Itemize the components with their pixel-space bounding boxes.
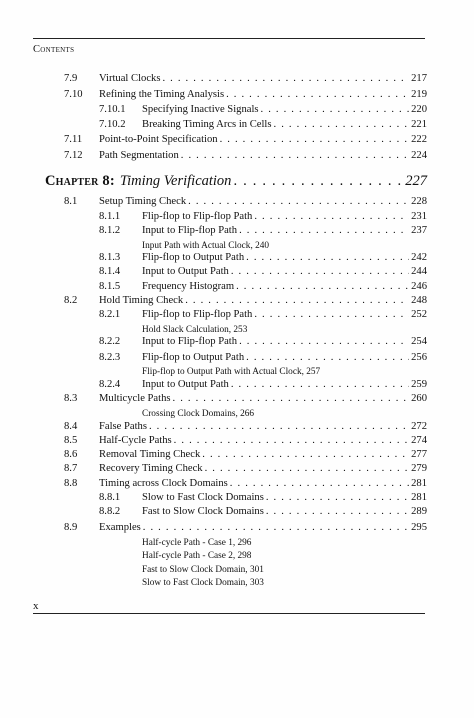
running-title: Contents bbox=[33, 44, 75, 55]
toc-entry-page: 246 bbox=[411, 281, 427, 292]
toc-entry[interactable] bbox=[64, 420, 427, 434]
toc-entry-page: 295 bbox=[411, 522, 427, 533]
page-number: x bbox=[33, 600, 39, 612]
toc-entry-title: Flip-flop to Output Path bbox=[142, 252, 245, 263]
toc-entry-number: 8.2.3 bbox=[99, 352, 121, 363]
toc-entry-number: 7.12 bbox=[64, 150, 83, 161]
toc-entry[interactable] bbox=[64, 392, 427, 406]
toc-entry-title: Specifying Inactive Signals bbox=[142, 104, 259, 115]
dot-leader bbox=[174, 434, 409, 448]
toc-entry-number: 8.9 bbox=[64, 522, 78, 533]
toc-entry[interactable] bbox=[64, 195, 427, 209]
toc-entry-number: 8.5 bbox=[64, 435, 78, 446]
toc-subtopic[interactable]: Slow to Fast Clock Domain, 303 bbox=[142, 578, 264, 588]
toc-entry-number: 8.1.2 bbox=[99, 225, 121, 236]
toc-entry-page: 237 bbox=[411, 225, 427, 236]
toc-entry-page: 289 bbox=[411, 506, 427, 517]
toc-entry[interactable] bbox=[99, 308, 427, 322]
toc-entry[interactable] bbox=[99, 224, 427, 238]
dot-leader bbox=[231, 265, 409, 279]
toc-entry-page: 274 bbox=[411, 435, 427, 446]
dot-leader bbox=[239, 224, 409, 238]
toc-entry-title: Refining the Timing Analysis bbox=[99, 89, 225, 100]
toc-entry-page: 231 bbox=[411, 211, 427, 222]
header-rule bbox=[33, 38, 425, 39]
dot-leader bbox=[205, 462, 410, 476]
toc-entry[interactable] bbox=[64, 462, 427, 476]
toc-entry-title: Frequency Histogram bbox=[142, 281, 235, 292]
toc-entry-number: 7.10.2 bbox=[99, 119, 126, 130]
chapter-heading[interactable] bbox=[45, 173, 427, 191]
chapter-title: Timing Verification bbox=[119, 173, 232, 189]
toc-entry-title: Breaking Timing Arcs in Cells bbox=[142, 119, 272, 130]
dot-leader bbox=[236, 280, 409, 294]
chapter-label: Chapter 8: bbox=[45, 173, 115, 189]
toc-entry[interactable] bbox=[64, 133, 427, 147]
toc-entry-page: 217 bbox=[411, 73, 427, 84]
toc-entry-page: 259 bbox=[411, 379, 427, 390]
toc-entry-title: Input to Output Path bbox=[142, 266, 229, 277]
toc-entry-page: 224 bbox=[411, 150, 427, 161]
toc-entry-number: 8.2.1 bbox=[99, 309, 121, 320]
toc-entry-title: Hold Timing Check bbox=[99, 295, 184, 306]
toc-entry-number: 8.2.2 bbox=[99, 336, 121, 347]
toc-entry-title: Recovery Timing Check bbox=[99, 463, 203, 474]
toc-entry-title: Input to Flip-flop Path bbox=[142, 225, 238, 236]
toc-entry-title: Virtual Clocks bbox=[99, 73, 161, 84]
toc-entry-page: 220 bbox=[411, 104, 427, 115]
toc-entry-page: 244 bbox=[411, 266, 427, 277]
dot-leader bbox=[185, 294, 409, 308]
dot-leader bbox=[202, 448, 409, 462]
toc-subtopic[interactable]: Half-cycle Path - Case 2, 298 bbox=[142, 551, 252, 561]
footer-rule bbox=[33, 613, 425, 614]
dot-leader bbox=[188, 195, 409, 209]
toc-entry[interactable] bbox=[99, 351, 427, 365]
toc-entry-title: Flip-flop to Output Path bbox=[142, 352, 245, 363]
toc-entry-number: 7.11 bbox=[64, 134, 83, 145]
chapter-page: 227 bbox=[405, 173, 427, 189]
toc-entry[interactable] bbox=[99, 378, 427, 392]
toc-entry[interactable] bbox=[99, 491, 427, 505]
toc-entry-page: 219 bbox=[411, 89, 427, 100]
toc-entry-page: 242 bbox=[411, 252, 427, 263]
toc-entry-number: 8.1.1 bbox=[99, 211, 121, 222]
toc-entry-title: Flip-flop to Flip-flop Path bbox=[142, 211, 253, 222]
toc-entry[interactable] bbox=[64, 72, 427, 86]
toc-entry-number: 8.8 bbox=[64, 478, 78, 489]
dot-leader bbox=[274, 118, 410, 132]
toc-entry-number: 8.8.2 bbox=[99, 506, 121, 517]
toc-entry-number: 8.1.3 bbox=[99, 252, 121, 263]
toc-entry-number: 7.10.1 bbox=[99, 104, 126, 115]
toc-entry-page: 279 bbox=[411, 463, 427, 474]
toc-entry-page: 256 bbox=[411, 352, 427, 363]
dot-leader bbox=[173, 392, 410, 406]
toc-entry[interactable] bbox=[99, 335, 427, 349]
toc-entry[interactable] bbox=[64, 434, 427, 448]
toc-subtopic[interactable]: Input Path with Actual Clock, 240 bbox=[142, 241, 270, 251]
toc-entry-title: Path Segmentation bbox=[99, 150, 179, 161]
toc-entry-title: Input to Output Path bbox=[142, 379, 229, 390]
dot-leader bbox=[261, 103, 410, 117]
dot-leader bbox=[239, 335, 409, 349]
toc-entry[interactable] bbox=[99, 265, 427, 279]
dot-leader bbox=[231, 378, 409, 392]
toc-entry-title: Timing across Clock Domains bbox=[99, 478, 228, 489]
toc-entry-number: 8.1.5 bbox=[99, 281, 121, 292]
toc-entry-page: 252 bbox=[411, 309, 427, 320]
dot-leader bbox=[226, 88, 409, 102]
toc-entry-title: Setup Timing Check bbox=[99, 196, 187, 207]
dot-leader bbox=[246, 251, 409, 265]
dot-leader bbox=[266, 491, 409, 505]
toc-entry-number: 8.1 bbox=[64, 196, 78, 207]
toc-subtopic[interactable]: Crossing Clock Domains, 266 bbox=[142, 409, 255, 419]
toc-entry-page: 272 bbox=[411, 421, 427, 432]
toc-entry-page: 281 bbox=[411, 492, 427, 503]
dot-leader bbox=[254, 308, 409, 322]
toc-entry-page: 254 bbox=[411, 336, 427, 347]
dot-leader bbox=[220, 133, 410, 147]
toc-subtopic[interactable]: Flip-flop to Output Path with Actual Clock, 257 bbox=[142, 367, 321, 377]
toc-entry[interactable] bbox=[64, 521, 427, 535]
toc-entry-title: Examples bbox=[99, 522, 141, 533]
toc-entry-page: 281 bbox=[411, 478, 427, 489]
toc-subtopic[interactable]: Fast to Slow Clock Domain, 301 bbox=[142, 565, 264, 575]
toc-entry-title: Fast to Slow Clock Domains bbox=[142, 506, 264, 517]
toc-entry-page: 221 bbox=[411, 119, 427, 130]
toc-subtopic[interactable]: Hold Slack Calculation, 253 bbox=[142, 325, 248, 335]
toc-entry-title: Removal Timing Check bbox=[99, 449, 201, 460]
dot-leader bbox=[246, 351, 409, 365]
toc-entry-title: Half-Cycle Paths bbox=[99, 435, 172, 446]
toc-entry[interactable] bbox=[64, 448, 427, 462]
dot-leader bbox=[149, 420, 409, 434]
toc-entry-number: 8.2 bbox=[64, 295, 78, 306]
dot-leader bbox=[254, 210, 409, 224]
toc-entry-number: 8.1.4 bbox=[99, 266, 121, 277]
toc-subtopic[interactable]: Half-cycle Path - Case 1, 296 bbox=[142, 538, 252, 548]
toc-entry[interactable] bbox=[64, 149, 427, 163]
dot-leader bbox=[230, 477, 409, 491]
toc-entry-page: 228 bbox=[411, 196, 427, 207]
toc-entry[interactable] bbox=[64, 477, 427, 491]
toc-entry-number: 8.3 bbox=[64, 393, 78, 404]
toc-entry[interactable] bbox=[99, 251, 427, 265]
toc-entry-number: 8.2.4 bbox=[99, 379, 121, 390]
dot-leader bbox=[266, 505, 409, 519]
toc-entry[interactable] bbox=[99, 280, 427, 294]
toc-entry[interactable] bbox=[99, 103, 427, 117]
toc-entry-page: 248 bbox=[411, 295, 427, 306]
toc-entry-page: 260 bbox=[411, 393, 427, 404]
toc-entry-title: Point-to-Point Specification bbox=[99, 134, 218, 145]
toc-entry[interactable] bbox=[99, 118, 427, 132]
dot-leader bbox=[162, 72, 409, 86]
toc-entry[interactable] bbox=[64, 294, 427, 308]
dot-leader bbox=[143, 521, 409, 535]
toc-entry-number: 7.10 bbox=[64, 89, 83, 100]
toc-entry[interactable] bbox=[99, 505, 427, 519]
toc-entry-title: Flip-flop to Flip-flop Path bbox=[142, 309, 253, 320]
toc-entry-number: 7.9 bbox=[64, 73, 78, 84]
toc-entry-title: Multicycle Paths bbox=[99, 393, 171, 404]
toc-entry[interactable] bbox=[99, 210, 427, 224]
toc-entry[interactable] bbox=[64, 88, 427, 102]
toc-entry-title: False Paths bbox=[99, 421, 147, 432]
toc-entry-title: Input to Flip-flop Path bbox=[142, 336, 238, 347]
toc-entry-page: 277 bbox=[411, 449, 427, 460]
dot-leader bbox=[181, 149, 409, 163]
toc-entry-number: 8.6 bbox=[64, 449, 78, 460]
toc-entry-number: 8.4 bbox=[64, 421, 78, 432]
toc-entry-title: Slow to Fast Clock Domains bbox=[142, 492, 264, 503]
toc-entry-number: 8.7 bbox=[64, 463, 78, 474]
dot-leader bbox=[233, 173, 403, 190]
toc-entry-page: 222 bbox=[411, 134, 427, 145]
toc-entry-number: 8.8.1 bbox=[99, 492, 121, 503]
